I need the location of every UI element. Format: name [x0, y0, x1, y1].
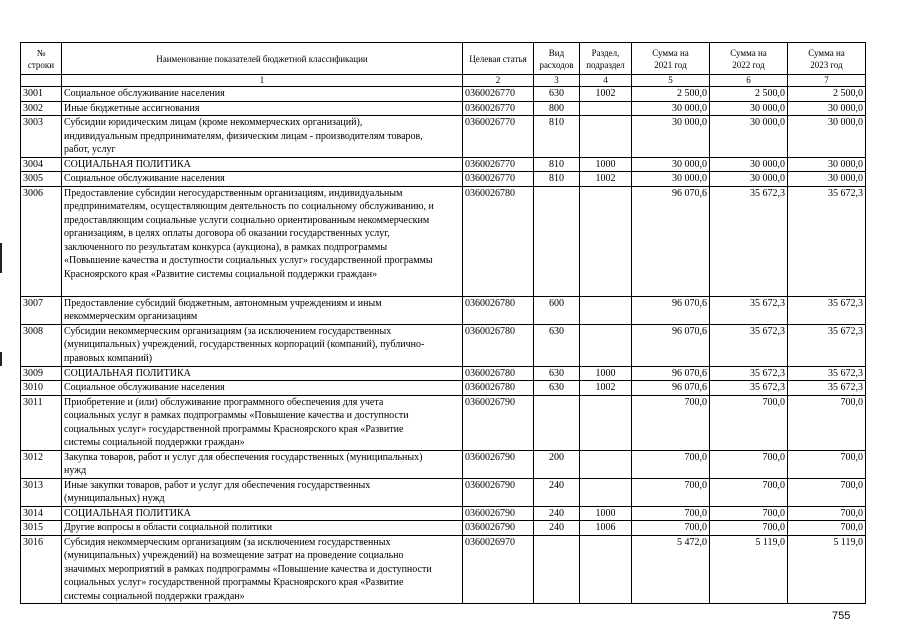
sum-2023: 35 672,3: [788, 296, 866, 324]
target-article: 0360026780: [463, 296, 534, 324]
section-code: 1000: [580, 366, 632, 381]
column-number: 7: [788, 75, 866, 87]
budget-table: [20, 42, 866, 604]
column-number: 4: [580, 75, 632, 87]
sum-2021: 96 070,6: [632, 186, 710, 296]
table-row: [21, 324, 866, 366]
sum-2021: 700,0: [632, 506, 710, 521]
sum-2022: 35 672,3: [710, 381, 788, 396]
indicator-name: Субсидия некоммерческим организациям (за исключением государственных (муниципальных) учреждений) на возмещение затрат на проведение социально значимых мероприятий в рамках подпрограммы «Повышение качества и доступности социальных услуг» государственной программы Красноярского края «Развитие системы социальной поддержки граждан»: [62, 535, 463, 604]
sum-2021: 700,0: [632, 521, 710, 536]
expense-type: 240: [534, 478, 580, 506]
section-code: 1000: [580, 506, 632, 521]
section-code: [580, 535, 632, 604]
sum-2023: 700,0: [788, 521, 866, 536]
target-article: 0360026970: [463, 535, 534, 604]
sum-2023: 700,0: [788, 478, 866, 506]
column-number: 2: [463, 75, 534, 87]
section-code: [580, 101, 632, 116]
row-number: 3003: [21, 116, 62, 158]
expense-type: 810: [534, 116, 580, 158]
row-number: 3013: [21, 478, 62, 506]
column-number-row: [21, 75, 866, 87]
sum-2022: 30 000,0: [710, 172, 788, 187]
indicator-name: Субсидии юридическим лицам (кроме некоммерческих организаций), индивидуальным предпринимателям, физическим лицам - производителям товаров, работ, услуг: [62, 116, 463, 158]
table-header-row: [21, 43, 866, 75]
indicator-name: Социальное обслуживание населения: [62, 172, 463, 187]
expense-type: 240: [534, 506, 580, 521]
sum-2023: 700,0: [788, 506, 866, 521]
sum-2021: 30 000,0: [632, 172, 710, 187]
indicator-name: Закупка товаров, работ и услуг для обеспечения государственных (муниципальных) нужд: [62, 450, 463, 478]
row-number: 3009: [21, 366, 62, 381]
indicator-name: Социальное обслуживание населения: [62, 87, 463, 102]
sum-2022: 700,0: [710, 395, 788, 450]
sum-2021: 30 000,0: [632, 157, 710, 172]
sum-2022: 700,0: [710, 450, 788, 478]
table-row: [21, 116, 866, 158]
target-article: 0360026770: [463, 87, 534, 102]
header-sum-2023: Сумма на 2023 год: [788, 43, 866, 75]
row-number: 3008: [21, 324, 62, 366]
sum-2022: 700,0: [710, 521, 788, 536]
section-code: [580, 186, 632, 296]
sum-2023: 700,0: [788, 450, 866, 478]
sum-2022: 35 672,3: [710, 366, 788, 381]
table-row: [21, 87, 866, 102]
page-number: 755: [832, 610, 851, 622]
row-number: 3005: [21, 172, 62, 187]
sum-2021: 96 070,6: [632, 366, 710, 381]
sum-2022: 700,0: [710, 506, 788, 521]
table-row: [21, 478, 866, 506]
indicator-name: Другие вопросы в области социальной политики: [62, 521, 463, 536]
indicator-name: Предоставление субсидий бюджетным, автономным учреждениям и иным некоммерческим организациям: [62, 296, 463, 324]
expense-type: 810: [534, 172, 580, 187]
sum-2021: 30 000,0: [632, 101, 710, 116]
section-code: 1002: [580, 87, 632, 102]
indicator-name: Субсидии некоммерческим организациям (за исключением государственных (муниципальных) учреждений, государственных корпораций (компаний), публично- правовых компаний): [62, 324, 463, 366]
column-number: 5: [632, 75, 710, 87]
target-article: 0360026770: [463, 172, 534, 187]
sum-2022: 700,0: [710, 478, 788, 506]
row-number: 3007: [21, 296, 62, 324]
row-number: 3011: [21, 395, 62, 450]
target-article: 0360026770: [463, 101, 534, 116]
target-article: 0360026790: [463, 450, 534, 478]
expense-type: 200: [534, 450, 580, 478]
sum-2021: 700,0: [632, 478, 710, 506]
sum-2022: 30 000,0: [710, 116, 788, 158]
expense-type: 630: [534, 87, 580, 102]
table-row: [21, 157, 866, 172]
target-article: 0360026780: [463, 186, 534, 296]
table-row: [21, 521, 866, 536]
column-number: 1: [62, 75, 463, 87]
sum-2021: 5 472,0: [632, 535, 710, 604]
indicator-name: Приобретение и (или) обслуживание программного обеспечения для учета социальных услуг в рамках подпрограммы «Повышение качества и доступности социальных услуг» государственной программы Красноярского края «Развитие системы социальной поддержки граждан»: [62, 395, 463, 450]
table-row: [21, 186, 866, 296]
expense-type: 630: [534, 381, 580, 396]
indicator-name: Иные бюджетные ассигнования: [62, 101, 463, 116]
sum-2022: 35 672,3: [710, 186, 788, 296]
target-article: 0360026780: [463, 366, 534, 381]
sum-2023: 30 000,0: [788, 172, 866, 187]
table-row: [21, 366, 866, 381]
section-code: [580, 478, 632, 506]
target-article: 0360026770: [463, 116, 534, 158]
row-number: 3012: [21, 450, 62, 478]
indicator-name: СОЦИАЛЬНАЯ ПОЛИТИКА: [62, 366, 463, 381]
expense-type: [534, 535, 580, 604]
column-number: 3: [534, 75, 580, 87]
header-sum-2022: Сумма на 2022 год: [710, 43, 788, 75]
section-code: 1002: [580, 381, 632, 396]
table-row: [21, 381, 866, 396]
scan-edge-mark: [0, 352, 2, 366]
row-number: 3016: [21, 535, 62, 604]
expense-type: 630: [534, 324, 580, 366]
sum-2022: 5 119,0: [710, 535, 788, 604]
sum-2021: 96 070,6: [632, 381, 710, 396]
header-indicator-name: Наименование показателей бюджетной классификации: [62, 43, 463, 75]
table-row: [21, 172, 866, 187]
table-row: [21, 101, 866, 116]
row-number: 3015: [21, 521, 62, 536]
section-code: [580, 395, 632, 450]
sum-2021: 30 000,0: [632, 116, 710, 158]
row-number: 3014: [21, 506, 62, 521]
sum-2023: 2 500,0: [788, 87, 866, 102]
column-number: 6: [710, 75, 788, 87]
sum-2023: 30 000,0: [788, 116, 866, 158]
scan-edge-mark: [0, 243, 2, 273]
sum-2023: 700,0: [788, 395, 866, 450]
expense-type: 630: [534, 366, 580, 381]
table-row: [21, 296, 866, 324]
sum-2022: 35 672,3: [710, 296, 788, 324]
indicator-name: Иные закупки товаров, работ и услуг для обеспечения государственных (муниципальных) нужд: [62, 478, 463, 506]
expense-type: 240: [534, 521, 580, 536]
target-article: 0360026780: [463, 324, 534, 366]
sum-2023: 5 119,0: [788, 535, 866, 604]
header-target-article: Целевая статья: [463, 43, 534, 75]
indicator-name: СОЦИАЛЬНАЯ ПОЛИТИКА: [62, 506, 463, 521]
row-number: 3002: [21, 101, 62, 116]
expense-type: 810: [534, 157, 580, 172]
sum-2023: 35 672,3: [788, 366, 866, 381]
expense-type: 600: [534, 296, 580, 324]
section-code: 1006: [580, 521, 632, 536]
target-article: 0360026770: [463, 157, 534, 172]
sum-2021: 96 070,6: [632, 324, 710, 366]
target-article: 0360026790: [463, 506, 534, 521]
section-code: 1002: [580, 172, 632, 187]
sum-2021: 96 070,6: [632, 296, 710, 324]
sum-2021: 700,0: [632, 450, 710, 478]
row-number: 3006: [21, 186, 62, 296]
table-row: [21, 506, 866, 521]
target-article: 0360026790: [463, 478, 534, 506]
sum-2021: 700,0: [632, 395, 710, 450]
section-code: [580, 450, 632, 478]
header-section: Раздел, подраздел: [580, 43, 632, 75]
indicator-name: СОЦИАЛЬНАЯ ПОЛИТИКА: [62, 157, 463, 172]
target-article: 0360026780: [463, 381, 534, 396]
sum-2022: 2 500,0: [710, 87, 788, 102]
row-number: 3010: [21, 381, 62, 396]
sum-2023: 35 672,3: [788, 324, 866, 366]
row-number: 3004: [21, 157, 62, 172]
section-code: 1000: [580, 157, 632, 172]
table-row: [21, 395, 866, 450]
header-expense-type: Вид расходов: [534, 43, 580, 75]
table-row: [21, 450, 866, 478]
section-code: [580, 116, 632, 158]
sum-2021: 2 500,0: [632, 87, 710, 102]
sum-2022: 35 672,3: [710, 324, 788, 366]
indicator-name: Предоставление субсидии негосударственным организациям, индивидуальным предпринимателям, осуществляющим деятельность по социальному обслуживанию, и предоставляющим социальные услуги социально ориентированным некоммерческим организациям, в целях оплаты договора об оказании государственных услуг, заключенного по результатам конкурса (аукциона), в рамках подпрограммы «Повышение качества и доступности социальных услуг» государственной программы Красноярского края «Развитие системы социальной поддержки граждан»: [62, 186, 463, 296]
table-row: [21, 535, 866, 604]
sum-2023: 30 000,0: [788, 101, 866, 116]
sum-2022: 30 000,0: [710, 101, 788, 116]
expense-type: [534, 395, 580, 450]
sum-2023: 35 672,3: [788, 186, 866, 296]
section-code: [580, 324, 632, 366]
header-sum-2021: Сумма на 2021 год: [632, 43, 710, 75]
sum-2023: 35 672,3: [788, 381, 866, 396]
sum-2022: 30 000,0: [710, 157, 788, 172]
target-article: 0360026790: [463, 395, 534, 450]
indicator-name: Социальное обслуживание населения: [62, 381, 463, 396]
expense-type: [534, 186, 580, 296]
header-row-number: № строки: [21, 43, 62, 75]
expense-type: 800: [534, 101, 580, 116]
section-code: [580, 296, 632, 324]
target-article: 0360026790: [463, 521, 534, 536]
sum-2023: 30 000,0: [788, 157, 866, 172]
row-number: 3001: [21, 87, 62, 102]
